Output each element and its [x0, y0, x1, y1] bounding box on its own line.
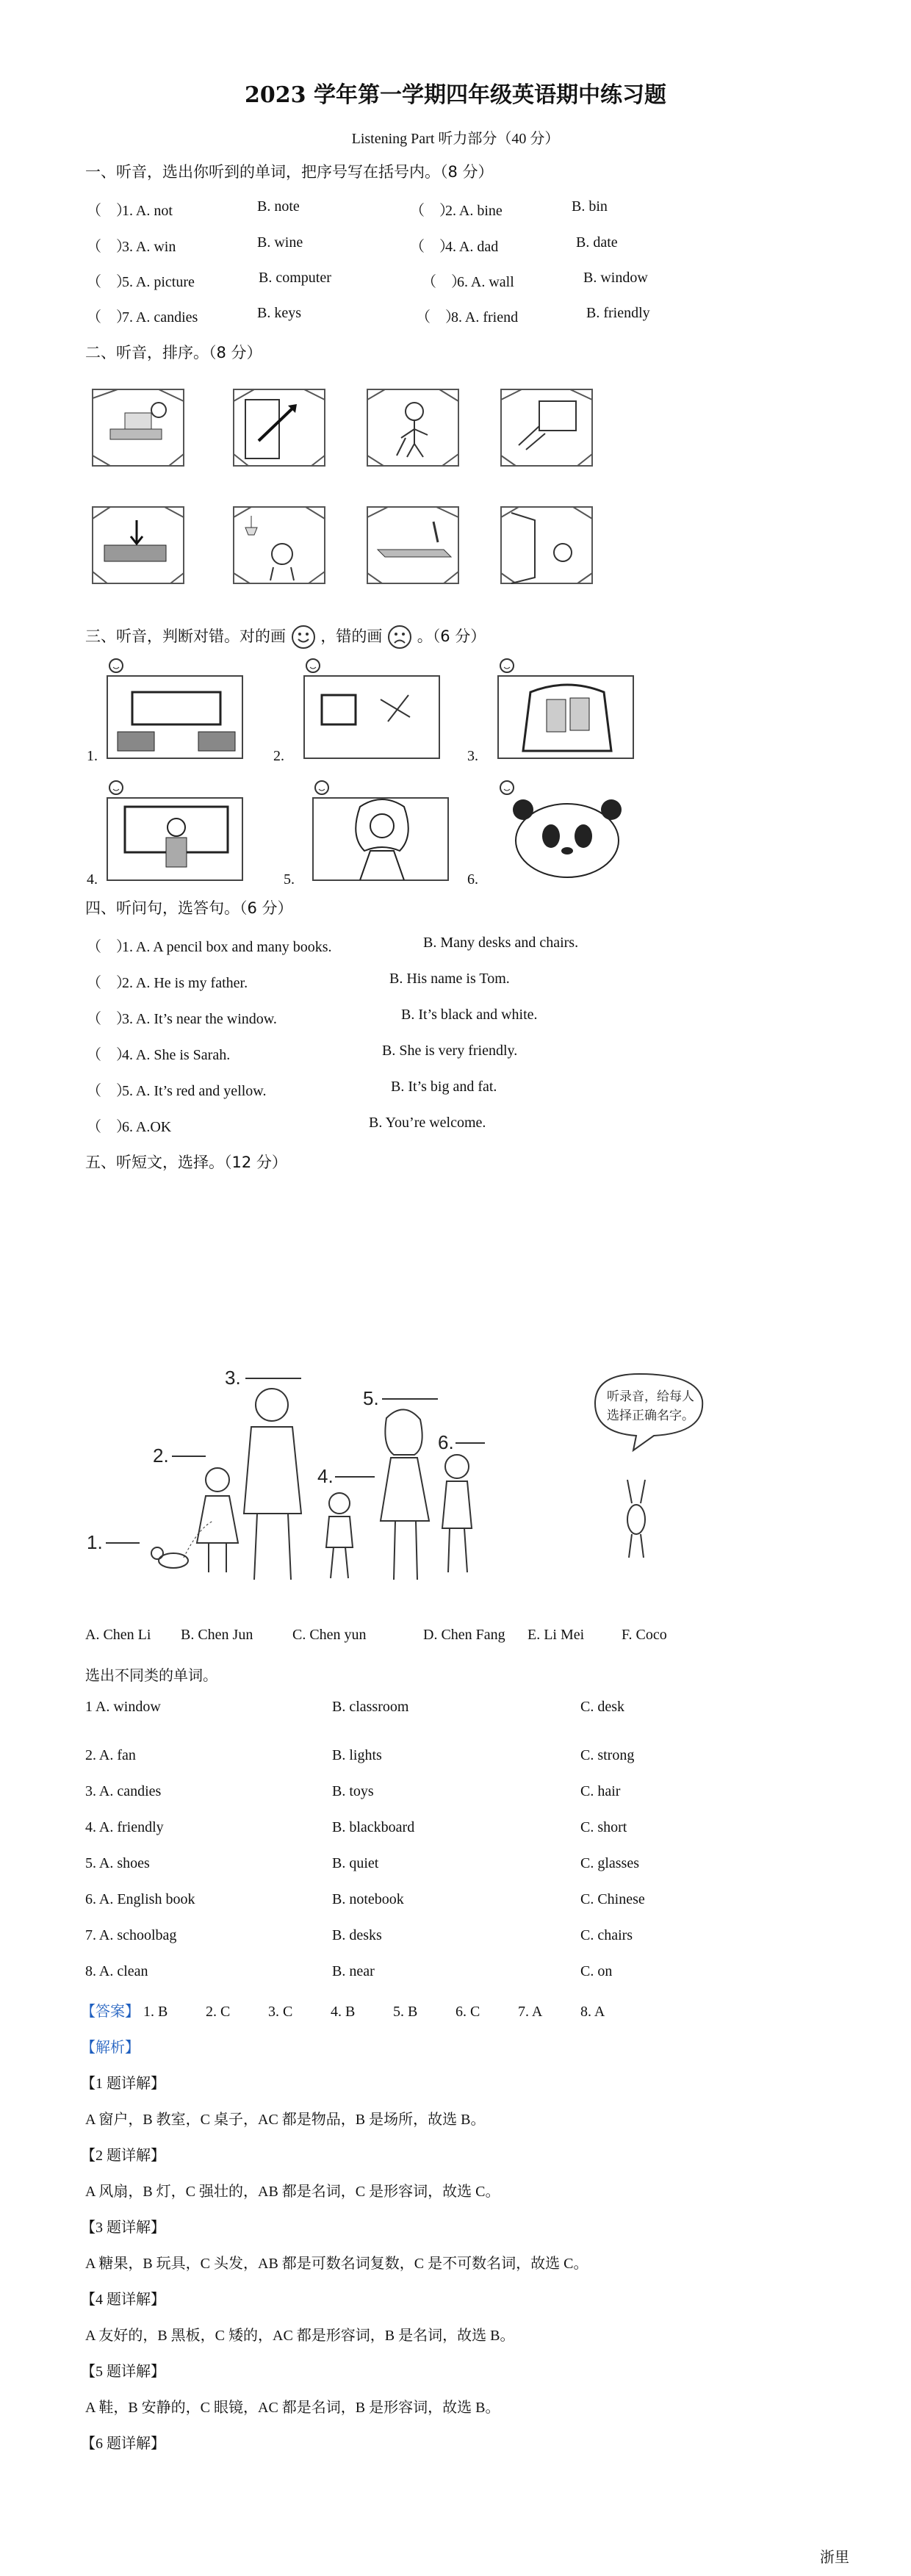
q4-item-5: （ ）5. A. It’s red and yellow. [87, 1083, 267, 1099]
picture-clean-desk [363, 501, 463, 589]
fig-number-2: 2. [153, 1444, 169, 1467]
footer-mark: 浙里 [820, 2550, 849, 2566]
fig-number-5: 5. [363, 1387, 379, 1409]
q1-item-5: （ ）5. A. picture [87, 274, 195, 290]
q3-label-5: 5. [284, 871, 295, 888]
q5-option-d: D. Chen Fang [423, 1627, 505, 1643]
q1-item-7: （ ）7. A. candies [87, 309, 198, 325]
odd-row-7-c: C. chairs [580, 1927, 633, 1943]
detail-4-text: A 友好的，B 黑板，C 矮的，AC 都是形容词，B 是名词，故选 B。 [85, 2328, 515, 2344]
page-subtitle: Listening Part 听力部分（40 分） [351, 131, 560, 147]
odd-row-8-c: C. on [580, 1963, 613, 1979]
q1-item-3-b: B. wine [257, 234, 303, 251]
q1-item-8-b: B. friendly [586, 305, 650, 321]
picture-open-window [229, 384, 329, 472]
detail-1-text: A 窗户，B 教室，C 桌子，AC 都是物品，B 是场所，故选 B。 [85, 2112, 486, 2128]
section-1-heading: 一、听音，选出你听到的单词，把序号写在括号内。（8 分） [85, 163, 494, 181]
q1-item-2-b: B. bin [572, 198, 608, 215]
odd-row-5-b: B. quiet [332, 1855, 379, 1871]
answer-5: 5. B [393, 2004, 418, 2020]
bubble-line-2: 选择正确名字。 [607, 1408, 694, 1422]
odd-row-1-c: C. desk [580, 1699, 624, 1715]
q5-option-c: C. Chen yun [292, 1627, 367, 1643]
q1-item-4: （ ）4. A. dad [410, 239, 499, 255]
q1-item-6-b: B. window [583, 270, 648, 286]
q3-label-3: 3. [467, 748, 478, 764]
q4-item-3-b: B. It’s black and white. [401, 1007, 538, 1023]
fig-number-3: 3. [225, 1367, 241, 1389]
q1-item-5-b: B. computer [259, 270, 331, 286]
q1-item-7-b: B. keys [257, 305, 301, 321]
q4-item-2-b: B. His name is Tom. [389, 971, 510, 987]
q5-option-e: E. Li Mei [527, 1627, 585, 1643]
odd-row-5-a: 5. A. shoes [85, 1855, 150, 1871]
q1-item-2: （ ）2. A. bine [410, 203, 503, 219]
picture-put-pencil-box [88, 384, 188, 472]
answer-row [81, 1999, 639, 2021]
picture-boy-blackboard [103, 777, 250, 888]
odd-row-1-a: 1 A. window [85, 1699, 161, 1715]
q1-item-1: （ ）1. A. not [87, 203, 173, 219]
detail-4-heading: 【4 题详解】 [81, 2292, 165, 2308]
q5-option-a: A. Chen Li [85, 1627, 151, 1643]
picture-schoolbag-books [494, 655, 641, 766]
fig-number-4: 4. [317, 1465, 334, 1487]
picture-wall-picture [300, 655, 447, 766]
picture-sweep-floor [363, 384, 463, 472]
picture-blackboard-desks [103, 655, 250, 766]
answer-2: 2. C [206, 2004, 231, 2020]
odd-row-4-b: B. blackboard [332, 1819, 415, 1835]
smiley-face-icon [291, 625, 316, 650]
odd-row-8-b: B. near [332, 1963, 375, 1979]
section-3-heading: 三、听音，判断对错。对的画 ，错的画 。（6 分） [85, 625, 486, 650]
answer-8: 8. A [580, 2004, 605, 2020]
q3-label-2: 2. [273, 748, 284, 764]
odd-row-4-a: 4. A. friendly [85, 1819, 164, 1835]
q3-label-4: 4. [87, 871, 98, 888]
picture-panda-bag [494, 777, 641, 888]
section-5-heading: 五、听短文，选择。（12 分） [85, 1154, 287, 1171]
fig-number-6: 6. [438, 1431, 454, 1453]
answer-4: 4. B [331, 2004, 356, 2020]
q1-item-1-b: B. note [257, 198, 300, 215]
odd-one-out-title: 选出不同类的单词。 [85, 1668, 217, 1684]
odd-row-6-b: B. notebook [332, 1891, 404, 1907]
odd-row-3-c: C. hair [580, 1783, 621, 1799]
q1-item-8: （ ）8. A. friend [416, 309, 519, 325]
q4-item-1-b: B. Many desks and chairs. [423, 935, 579, 951]
picture-family-illustration [81, 1359, 713, 1609]
q4-item-4: （ ）4. A. She is Sarah. [87, 1047, 231, 1063]
page-title: 2023 学年第一学期四年级英语期中练习题 [245, 82, 666, 108]
q3-label-1: 1. [87, 748, 98, 764]
detail-5-heading: 【5 题详解】 [81, 2364, 165, 2380]
odd-row-1-b: B. classroom [332, 1699, 409, 1715]
odd-row-2-c: C. strong [580, 1747, 635, 1763]
odd-row-2-b: B. lights [332, 1747, 382, 1763]
odd-row-5-c: C. glasses [580, 1855, 639, 1871]
q1-item-3: （ ）3. A. win [87, 239, 176, 255]
picture-put-book [88, 501, 188, 589]
odd-row-7-b: B. desks [332, 1927, 382, 1943]
odd-row-4-c: C. short [580, 1819, 627, 1835]
q4-item-3: （ ）3. A. It’s near the window. [87, 1011, 277, 1027]
odd-row-8-a: 8. A. clean [85, 1963, 148, 1979]
detail-3-heading: 【3 题详解】 [81, 2220, 165, 2236]
q5-option-b: B. Chen Jun [181, 1627, 253, 1643]
q5-option-f: F. Coco [622, 1627, 667, 1643]
odd-row-3-a: 3. A. candies [85, 1783, 162, 1799]
analysis-label: 【解析】 [81, 2040, 140, 2056]
q4-item-2: （ ）2. A. He is my father. [87, 975, 248, 991]
detail-3-text: A 糖果，B 玩具，C 头发，AB 都是可数名词复数，C 是不可数名词，故选 C。 [85, 2256, 588, 2272]
q4-item-4-b: B. She is very friendly. [382, 1043, 518, 1059]
detail-1-heading: 【1 题详解】 [81, 2076, 165, 2092]
odd-row-6-c: C. Chinese [580, 1891, 645, 1907]
detail-2-heading: 【2 题详解】 [81, 2148, 165, 2164]
picture-close-door [497, 501, 597, 589]
q4-item-6: （ ）6. A.OK [87, 1119, 172, 1135]
answer-label: 【答案】 [81, 2004, 140, 2020]
section-2-heading: 二、听音，排序。（8 分） [85, 344, 262, 361]
q3-label-6: 6. [467, 871, 478, 888]
answer-6: 6. C [455, 2004, 480, 2020]
bubble-line-1: 听录音，给每人 [607, 1389, 694, 1403]
sad-face-icon [387, 625, 412, 650]
q1-item-6: （ ）6. A. wall [422, 274, 514, 290]
section-4-heading: 四、听问句，选答句。（6 分） [85, 899, 293, 917]
q4-item-5-b: B. It’s big and fat. [391, 1079, 497, 1095]
picture-long-hair-girl [309, 777, 455, 888]
odd-row-6-a: 6. A. English book [85, 1891, 195, 1907]
picture-turn-on-light [229, 501, 329, 589]
odd-row-2-a: 2. A. fan [85, 1747, 136, 1763]
fig-number-1: 1. [87, 1531, 103, 1553]
odd-row-3-b: B. toys [332, 1783, 374, 1799]
detail-6-heading: 【6 题详解】 [81, 2436, 165, 2452]
detail-5-text: A 鞋，B 安静的，C 眼镜，AC 都是名词，B 是形容词，故选 B。 [85, 2400, 500, 2416]
answer-7: 7. A [518, 2004, 543, 2020]
answer-3: 3. C [268, 2004, 293, 2020]
q4-item-1: （ ）1. A. A pencil box and many books. [87, 939, 332, 955]
q4-item-6-b: B. You’re welcome. [369, 1115, 486, 1131]
detail-2-text: A 风扇，B 灯，C 强壮的，AB 都是名词，C 是形容词，故选 C。 [85, 2184, 500, 2200]
answer-1: 1. B [143, 2004, 168, 2020]
q1-item-4-b: B. date [576, 234, 618, 251]
picture-hang-picture [497, 384, 597, 472]
odd-row-7-a: 7. A. schoolbag [85, 1927, 177, 1943]
